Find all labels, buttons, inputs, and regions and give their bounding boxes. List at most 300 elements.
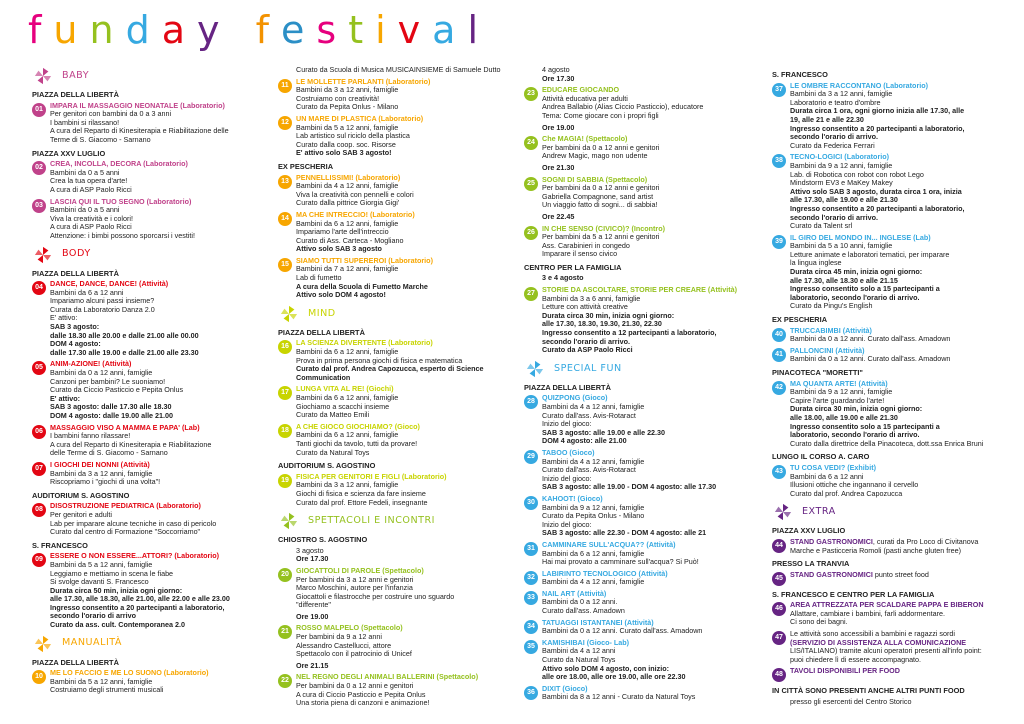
event-line: secondo l'orario di arrivo: [50, 611, 136, 621]
location-heading: PIAZZA DELLA LIBERTÀ: [32, 90, 119, 99]
event-item: [32, 502, 260, 536]
column-4: [772, 66, 1002, 710]
event-line: Letture con attività creative: [542, 302, 628, 312]
location-heading: EX PESCHERIA: [278, 161, 334, 171]
event-number: 04: [32, 281, 46, 295]
event-line: Per bambini da 0 a 12 anni e genitori: [542, 183, 660, 193]
event-item: [278, 115, 523, 158]
event-title: DANCE, DANCE, DANCE! (Attività): [50, 279, 169, 289]
event-line: Crea la tua opera d'arte!: [50, 176, 128, 186]
event-body: [296, 211, 523, 254]
event-number: 38: [772, 154, 786, 168]
event-line: Bambini da 4 a 12 anni, famiglie: [296, 181, 399, 191]
section-title: SPECIAL FUN: [554, 362, 622, 374]
event-item: [524, 570, 769, 587]
event-line: alle 17.30, alle 18.30, alle 21.00, alle 22.00 e alle 23.00: [50, 594, 230, 604]
location-heading: AUDITORIUM S. AGOSTINO: [278, 461, 376, 471]
event-number: 29: [524, 450, 538, 464]
event-body: [542, 286, 769, 355]
pinwheel-icon: [280, 512, 298, 530]
event-title: UN MARE DI PLASTICA (Laboratorio): [296, 113, 424, 123]
event-line: Durata circa 1 ora, ogni giorno inizia alle 17.30, alle: [790, 106, 965, 116]
event-title: TAVOLI DISPONIBILI PER FOOD: [790, 666, 900, 676]
title-letter: d: [125, 8, 162, 52]
event-item: [524, 590, 769, 616]
event-line: Per genitori e adulti: [50, 509, 112, 519]
location-heading: PIAZZA XXV LUGLIO: [32, 148, 106, 158]
event-item: [278, 673, 523, 707]
event-title: STORIE DA ASCOLTARE, STORIE PER CREARE (Attività): [542, 285, 738, 295]
pinwheel-icon: [34, 635, 52, 653]
event-line: Durata circa 45 min, inizia ogni giorno:: [790, 267, 923, 277]
location-heading: CENTRO PER LA FAMIGLIA: [524, 262, 622, 272]
event-number: 09: [32, 553, 46, 567]
event-line: Ingresso consentito solo a 15 partecipanti a: [790, 284, 940, 294]
event-line: "differente": [296, 600, 331, 610]
event-number: 07: [32, 462, 46, 476]
event-title-tail: , curati da Pro Loco di Civitanova: [872, 536, 979, 546]
section-pin: [278, 512, 300, 530]
event-number: 16: [278, 340, 292, 354]
event-line: Lab. di Robotica con robot con robot Lego: [790, 169, 924, 179]
location-heading: AUDITORIUM S. AGOSTINO: [32, 490, 130, 500]
event-body: [50, 360, 260, 420]
event-line: A cura della Scuola di Fumetto Marche: [296, 281, 428, 291]
event-body: [790, 601, 1002, 627]
event-number: 30: [524, 496, 538, 510]
event-body: [50, 424, 260, 458]
event-line: A cura del Reparto di Kinesiterapia e Riabilitazione delle: [50, 126, 229, 136]
event-title: KAMISHIBAI (Gioco- Lab): [542, 637, 630, 647]
event-item: [524, 495, 769, 538]
event-item: [524, 286, 769, 355]
event-line: Inizio del gioco:: [542, 519, 592, 529]
column-2: [278, 66, 523, 711]
event-line: A cura di Ciccio Pasticcio e Pepita Onlus: [296, 689, 426, 699]
event-line: Si svolge davanti S. Francesco: [50, 577, 149, 587]
event-line: Attività educativa per adulti: [542, 93, 628, 103]
event-number: 43: [772, 465, 786, 479]
title-letter: n: [89, 8, 126, 52]
section-pin: [32, 246, 54, 264]
event-line: Curato da Ciccio Pasticcio e Pepita Onlus: [50, 385, 184, 395]
event-title: STAND GASTRONOMICI: [790, 569, 873, 579]
event-line: Curato da Talent srl: [790, 221, 853, 231]
event-line: Ci sono dei bagni.: [790, 617, 848, 627]
section-pin: [278, 305, 300, 323]
event-number: 20: [278, 568, 292, 582]
event-line: Bambini da 9 a 12 anni, famiglie: [790, 160, 893, 170]
title-letter: f: [255, 8, 281, 52]
title-letter: i: [375, 8, 398, 52]
section-header: [32, 66, 260, 86]
event-line: Leggiamo e mettiamo in scena le fiabe: [50, 568, 174, 578]
event-line: Ingresso consentito a 20 partecipanti a laboratorio,: [50, 602, 225, 612]
event-line: Impariamo alcuni passi insieme?: [50, 296, 155, 306]
event-line: Bambini da 4 a 12 anni: [542, 646, 616, 656]
event-line: Bambini da 0 a 12 anni. Curato dall'ass. Amadown: [790, 334, 951, 344]
event-item: [278, 211, 523, 254]
event-time-line: Ore 19.00: [542, 122, 575, 132]
event-line: alle 18.00, alle 19.00 e alle 21.30: [790, 412, 898, 422]
section-header: [278, 511, 523, 531]
event-line: Bambini da 3 a 6 anni, famiglie: [542, 293, 641, 303]
event-number: 23: [524, 87, 538, 101]
event-time-line: Ore 21.30: [542, 162, 575, 172]
event-line: Bambini da 0 a 12 anni. Curato dall'ass. Amadown: [542, 626, 703, 636]
event-title: MASSAGGIO VISO A MAMMA E PAPA' (Lab): [50, 422, 200, 432]
event-number: 08: [32, 503, 46, 517]
event-line: DOM 4 agosto: alle 21.00: [542, 436, 627, 446]
event-line: Per bambini da 0 a 12 anni e genitori: [542, 142, 660, 152]
event-line: Bambini da 6 a 12 anni, famiglie: [296, 430, 399, 440]
event-title: TECNO-LOGICI (Laboratorio): [790, 152, 890, 162]
event-number: 33: [524, 591, 538, 605]
title-letter: y: [197, 8, 232, 52]
event-title-tail: punto street food: [872, 569, 929, 579]
event-line: Bambini da 5 a 10 anni, famiglie: [790, 241, 893, 251]
event-body: [296, 473, 523, 507]
event-number: 15: [278, 258, 292, 272]
title-letter: [232, 8, 256, 52]
event-line: Bambini da 8 a 12 anni - Curato da Natural Toys: [542, 692, 696, 702]
event-line: Ingresso consentito solo a 15 partecipanti a: [790, 421, 940, 431]
event-line: dalle 17.30 alle 19.00 e dalle 21.00 alle 23.30: [50, 347, 199, 357]
event-line: Curato da Federica Ferrari: [790, 140, 875, 150]
note-line: 4 agosto: [542, 65, 570, 74]
event-body: [542, 135, 769, 161]
event-item: [772, 380, 1002, 449]
event-number: 31: [524, 542, 538, 556]
event-line: Costruiamo degli strumenti musicali: [50, 685, 164, 695]
event-line: Canzoni per bambini? Le suoniamo!: [50, 376, 166, 386]
event-line: Giocattoli e filastrocche per costruire uno sguardo: [296, 591, 455, 601]
event-body: [296, 423, 523, 457]
event-body: [296, 257, 523, 300]
event-line: Bambini da 6 a 12 anni, famiglie: [542, 548, 645, 558]
event-line: Bambini da 0 a 5 anni: [50, 167, 120, 177]
event-item: [524, 449, 769, 492]
event-number: 21: [278, 625, 292, 639]
event-body: [790, 571, 1002, 586]
event-title: TATUAGGI ISTANTANEI (Attività): [542, 617, 654, 627]
event-line: Bambini da 0 a 5 anni: [50, 205, 120, 215]
event-line: Marco Moschini, autore per l'infanzia: [296, 583, 413, 593]
event-time: [542, 213, 769, 222]
event-number: 18: [278, 424, 292, 438]
event-item: [524, 394, 769, 446]
event-number: 06: [32, 425, 46, 439]
event-body: [790, 464, 1002, 498]
event-title: GIOCATTOLI DI PAROLE (Spettacolo): [296, 565, 424, 575]
event-title: LABIRINTO TECNOLOGICO (Attività): [542, 568, 668, 578]
event-title: I GIOCHI DEI NONNI (Attività): [50, 459, 150, 469]
event-line: Curato di Ass. Carteca - Mogliano: [296, 235, 404, 245]
note-line: Curato da Scuola di Musica MUSICAINSIEME di Samuele Dutto: [296, 65, 501, 74]
event-line: Curato dal centro di Formazione "Soccorriamo": [50, 527, 201, 537]
event-item: [32, 198, 260, 241]
event-title: LE MOLLETTE PARLANTI (Laboratorio): [296, 76, 431, 86]
location-heading: IN CITTÀ SONO PRESENTI ANCHE ALTRI PUNTI FOOD: [772, 686, 965, 696]
event-line: Giochi di fisica e scienza da fare insieme: [296, 488, 426, 498]
event-body: [790, 538, 1002, 555]
event-line: LIS/ITALIANO) tramite alcuni operatori presenti all'info point:: [790, 646, 982, 656]
location-heading: PIAZZA DELLA LIBERTÀ: [278, 327, 365, 337]
pinwheel-icon: [280, 305, 298, 323]
event-line: Durata circa 50 min, inizia ogni giorno:: [50, 585, 183, 595]
location-heading: PRESSO LA TRANVIA: [772, 559, 850, 569]
location-heading: S. FRANCESCO E CENTRO PER LA FAMIGLIA: [772, 589, 935, 599]
event-line: Curato dall'ass. Avis-Rotaract: [542, 465, 636, 475]
event-body: [296, 115, 523, 158]
event-number: 41: [772, 348, 786, 362]
event-item: [772, 464, 1002, 498]
event-line: Bambini da 6 a 12 anni: [790, 471, 864, 481]
event-item: [278, 339, 523, 382]
section-header: [32, 634, 260, 654]
event-line: Andrea Ballabio (Alias Ciccio Pasticcio), educatore: [542, 102, 704, 112]
event-line: alle ore 18.00, alle ore 19.00, alle ore 22.30: [542, 672, 686, 682]
event-line: Bambini da 9 a 12 anni, famiglie: [790, 387, 893, 397]
event-body: [296, 673, 523, 707]
event-title: CREA, INCOLLA, DECORA (Laboratorio): [50, 159, 188, 169]
event-title: A CHE GIOCO GIOCHIAMO? (Gioco): [296, 421, 420, 431]
event-item: [278, 567, 523, 610]
event-line: Per genitori con bambini da 0 a 3 anni: [50, 109, 172, 119]
event-line: Spettacolo con il patrocinio di Unicef: [296, 649, 412, 659]
event-number: 02: [32, 161, 46, 175]
section-header: [32, 245, 260, 265]
event-line: Costruiamo con creatività!: [296, 93, 380, 103]
event-line: Prova in prima persona giochi di fisica e matematica: [296, 355, 463, 365]
event-title: EDUCARE GIOCANDO: [542, 85, 620, 95]
event-number: 45: [772, 572, 786, 586]
event-time-line: 3 e 4 agosto: [542, 273, 584, 283]
event-line: Bambini da 6 a 12 anni: [50, 287, 124, 297]
event-line: Per bambini da 9 a 12 anni: [296, 632, 382, 642]
event-line: Capire l'arte guardando l'arte!: [790, 395, 885, 405]
event-line: Bambini da 7 a 12 anni, famiglie: [296, 264, 399, 274]
section-pin: [772, 503, 794, 521]
event-title: ROSSO MALPELO (Spettacolo): [296, 623, 403, 633]
event-line: Durata circa 30 min, inizia ogni giorno:: [542, 310, 675, 320]
section-header: [278, 304, 523, 324]
event-line: Lab per imparare alcune tecniche in caso di pericolo: [50, 518, 217, 528]
event-line: Ingresso consentito a 12 partecipanti a laboratorio,: [542, 328, 717, 338]
event-line: dalle 18.30 alle 20.00 e dalle 21.00 alle 00.00: [50, 330, 199, 340]
section-title: EXTRA: [802, 506, 836, 518]
event-number: 22: [278, 674, 292, 688]
event-number: 26: [524, 226, 538, 240]
event-title: NAIL ART (Attività): [542, 588, 607, 598]
event-line: Ingresso consentito a 20 partecipanti a laboratorio,: [790, 203, 965, 213]
event-body: [542, 495, 769, 538]
event-number: 34: [524, 620, 538, 634]
event-line: Andrew Magic, mago non udente: [542, 151, 648, 161]
event-line: Curato dal prof. Andrea Capozucca: [790, 488, 903, 498]
event-body: [790, 667, 1002, 682]
event-number: 28: [524, 395, 538, 409]
event-line: Bambini da 5 a 12 anni, famiglie: [50, 559, 153, 569]
event-line: Imparare il senso civico: [542, 249, 618, 259]
event-number: 47: [772, 631, 786, 645]
title-letter: v: [397, 8, 433, 52]
section-title: MANUALITÀ: [62, 637, 122, 649]
event-title: TU COSA VEDI? (Exhibit): [790, 462, 876, 472]
event-line: Per bambini da 0 a 12 anni e genitori: [296, 681, 414, 691]
title-letter: a: [432, 8, 468, 52]
event-line: secondo l'orario di arrivo.: [790, 132, 878, 142]
event-line: Curato dal prof. Andrea Capozucca, esperto di Science: [296, 364, 484, 374]
event-line: Attivo solo SAB 3 agosto: [296, 244, 382, 254]
event-line: Curato da Pepita Onlus - Milano: [542, 511, 645, 521]
event-item: [524, 135, 769, 161]
section-pin: [32, 635, 54, 653]
event-body: [50, 280, 260, 357]
event-time-line: Ore 19.00: [296, 611, 329, 621]
event-line: Curato da Pepita Onlus - Milano: [296, 102, 399, 112]
event-title: PENNELLISSIMI! (Laboratorio): [296, 172, 401, 182]
event-line: Bambini da 0 a 12 anni, famiglie: [50, 368, 153, 378]
section-header: [772, 502, 1002, 522]
section-title: SPETTACOLI E INCONTRI: [308, 514, 436, 526]
event-item: [32, 280, 260, 357]
event-line: Per bambini da 3 a 12 anni e genitori: [296, 574, 414, 584]
event-item: [278, 174, 523, 208]
event-line: Bambini da 5 a 12 anni, famiglie: [296, 122, 399, 132]
event-title: PALLONCINI (Attività): [790, 345, 865, 355]
event-line: Curato da Natural Toys: [296, 447, 370, 457]
event-line: Riscopriamo i "giochi di una volta"!: [50, 477, 161, 487]
event-line: SAB 3 agosto: dalle 17.30 alle 18.30: [50, 402, 172, 412]
event-number: 24: [524, 136, 538, 150]
event-line: Viva la creatività e i colori!: [50, 213, 133, 223]
event-body: [542, 541, 769, 567]
event-line: Inizio del gioco:: [542, 473, 592, 483]
event-line: SAB 3 agosto: alle 19.00 - DOM 4 agosto: alle 17.30: [542, 482, 717, 492]
event-line: Hai mai provato a camminare sull'acqua? Si Può!: [542, 557, 699, 567]
event-body: [50, 102, 260, 145]
event-line: Tanti giochi da tavolo, tutti da provare!: [296, 438, 418, 448]
event-body: [296, 624, 523, 658]
event-item: [524, 639, 769, 682]
event-title: ME LO FACCIO E ME LO SUONO (Laboratorio): [50, 668, 209, 678]
event-title: IMPARA IL MASSAGGIO NEONATALE (Laboratorio): [50, 100, 225, 110]
event-line: 19, alle 21 e alle 22.30: [790, 114, 864, 124]
event-line: Curato da ASP Paolo Ricci: [542, 345, 633, 355]
event-line: alle 17.30, alle 19.00 e alle 21.30: [790, 195, 898, 205]
event-line: Viva la creatività con pennelli e colori: [296, 189, 414, 199]
section-pin: [524, 360, 546, 378]
event-line: A cura di ASP Paolo Ricci: [50, 184, 132, 194]
event-line: E' attivo solo SAB 3 agosto!: [296, 148, 392, 158]
event-title: Che MAGIA! (Spettacolo): [542, 134, 628, 144]
event-body: [50, 669, 260, 695]
event-body: [790, 347, 1002, 364]
festival-title: [28, 8, 528, 52]
event-item: [278, 624, 523, 658]
event-line: Ass. Carabinieri in congedo: [542, 240, 630, 250]
event-number: 27: [524, 287, 538, 301]
section-title: MIND: [308, 307, 336, 319]
event-line: Bambini da 0 a 12 anni.: [542, 597, 618, 607]
section-header: [524, 359, 769, 379]
event-title: CAMMINARE SULL'ACQUA?? (Attività): [542, 539, 676, 549]
event-time-line: 3 agosto: [296, 545, 324, 555]
event-line: Bambini da 6 a 12 anni, famiglie: [296, 347, 399, 357]
event-number: 48: [772, 668, 786, 682]
event-time: [542, 274, 769, 283]
event-title: FISICA PER GENITORI E FIGLI (Laboratorio): [296, 471, 447, 481]
event-title: AREA ATTREZZATA PER SCALDARE PAPPA E BIBERON: [790, 600, 984, 610]
event-title: LASCIA QUI IL TUO SEGNO (Laboratorio): [50, 196, 192, 206]
event-title: ANIM-AZIONE! (Attività): [50, 359, 132, 369]
location-heading: EX PESCHERIA: [772, 315, 828, 325]
event-text: Le attività sono accessibili a bambini e ragazzi sordi: [790, 629, 955, 639]
event-line: Durata circa 30 min, inizia ogni giorno:: [790, 404, 923, 414]
event-line: Curato dall'ass. Avis-Rotaract: [542, 410, 636, 420]
event-line: Curato dal prof. Ettore Fedeli, insegnante: [296, 497, 428, 507]
event-number: 13: [278, 175, 292, 189]
location-heading: PIAZZA XXV LUGLIO: [772, 526, 846, 536]
event-body: [50, 502, 260, 536]
event-number: 44: [772, 539, 786, 553]
event-line: SAB 3 agosto:: [50, 322, 100, 332]
event-line: A cura di ASP Paolo Ricci: [50, 222, 132, 232]
event-title: SOGNI DI SABBIA (Spettacolo): [542, 174, 648, 184]
event-time: [296, 613, 523, 622]
section-title: BABY: [62, 69, 90, 81]
event-body: [542, 590, 769, 616]
note-block: [542, 66, 769, 83]
event-line: Curato da ass. cult. Contemporanea 2.0: [50, 620, 186, 630]
event-item: [278, 423, 523, 457]
event-line: E' attivo:: [50, 313, 78, 323]
event-body: [790, 82, 1002, 151]
event-line: alle 17.30, 18.30, 19.30, 21.30, 22.30: [542, 319, 662, 329]
event-number: 11: [278, 79, 292, 93]
event-line: Inizio del gioco:: [542, 419, 592, 429]
pinwheel-icon: [774, 503, 792, 521]
event-body: [50, 198, 260, 241]
title-letter: t: [348, 8, 376, 52]
event-body: [50, 160, 260, 194]
event-body: [790, 630, 1002, 664]
event-item: [772, 630, 1002, 664]
event-body: [542, 449, 769, 492]
event-body: [50, 461, 260, 487]
location-heading: PINACOTECA "MORETTI": [772, 368, 863, 377]
event-item: [772, 347, 1002, 364]
pinwheel-icon: [34, 246, 52, 264]
event-line: laboratorio, secondo l'orario di arrivo.: [790, 292, 920, 302]
event-body: [790, 234, 1002, 311]
event-line: Bambini da 6 a 12 anni, famiglie: [296, 393, 399, 402]
event-line: A cura del Reparto di Kinesiterapia e Riabilitazione: [50, 439, 212, 449]
event-number: 36: [524, 686, 538, 700]
event-time-line: Ore 21.15: [296, 660, 329, 670]
event-item: [524, 176, 769, 210]
event-line: Bambini da 0 a 12 anni. Curato dall'ass. Amadown: [790, 354, 951, 364]
event-line: Curato da Pingu's English: [790, 301, 873, 311]
event-line: la lingua inglese: [790, 258, 842, 268]
event-number: 32: [524, 571, 538, 585]
event-line: Ingresso consentito a 20 partecipanti a laboratorio,: [790, 123, 965, 133]
event-line: Gabriella Compagnone, sand artist: [542, 191, 654, 201]
event-line: SAB 3 agosto: alle 22.30 - DOM 4 agosto: alle 21: [542, 528, 707, 538]
note-line: Ore 17.30: [542, 73, 575, 83]
event-title: MA CHE INTRECCIO! (Laboratorio): [296, 209, 415, 219]
